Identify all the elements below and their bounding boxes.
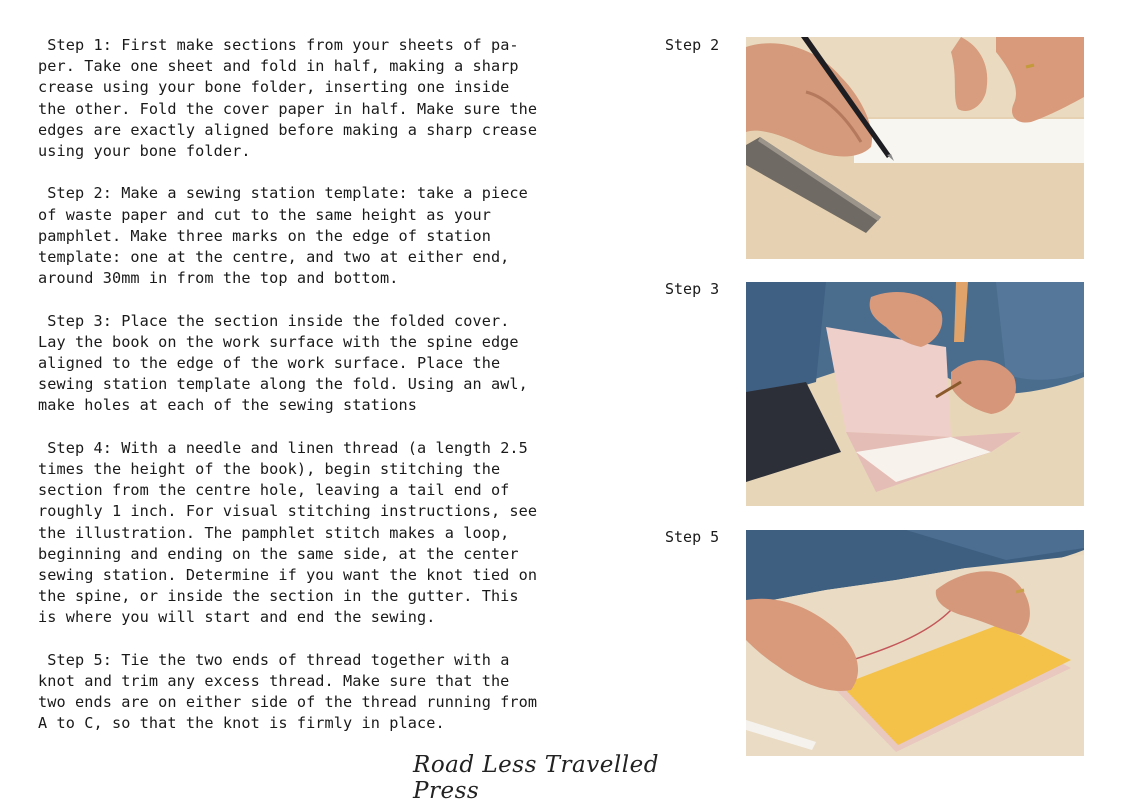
photo-label-step-5: Step 5 — [665, 528, 720, 546]
step-5-text: Step 5: Tie the two ends of thread together with a knot and trim any excess thread. Make sure that the two ends are on either side of the thread running from A to C, so that the knot is firmly in place. — [38, 650, 538, 733]
step-2-photo — [746, 37, 1084, 259]
photo-label-step-3: Step 3 — [665, 280, 720, 298]
photo-label-step-2: Step 2 — [665, 36, 720, 54]
instructions-column — [38, 35, 568, 756]
step-3-photo — [746, 282, 1084, 506]
step-4-text: Step 4: With a needle and linen thread (a length 2.5 times the height of the book), begin stitching the section from the centre hole, leaving a tail end of roughly 1 inch. For visual stitching instructions, see the illustration. The pamphlet stitch makes a loop, beginning and ending on the same side, at the center sewing station. Determine if you want the knot tied on the spine, or inside the section in the gutter. This is where you will start and end the sewing. — [38, 438, 538, 627]
step-2-text: Step 2: Make a sewing station template: take a piece of waste paper and cut to the same height as your pamphlet. Make three marks on the edge of station template: one at the centre, and two at either end, around 30mm in from the top and bottom. — [38, 184, 528, 288]
publisher-name: Road Less Travelled Press — [413, 752, 659, 804]
step-5-photo — [746, 530, 1084, 756]
step-1-text: Step 1: First make sections from your sheets of pa- per. Take one sheet and fold in half, making a sharp crease using your bone folder, inserting one inside the other. Fold the cover paper in half. Make sure the edges are exactly aligned before making a sharp crease using your bone folder. — [38, 36, 538, 161]
step-3-text: Step 3: Place the section inside the folded cover. Lay the book on the work surface with the spine edge aligned to the edge of the work surface. Place the sewing station template along the fold. Using an awl, make holes at each of the sewing stations — [38, 311, 528, 415]
